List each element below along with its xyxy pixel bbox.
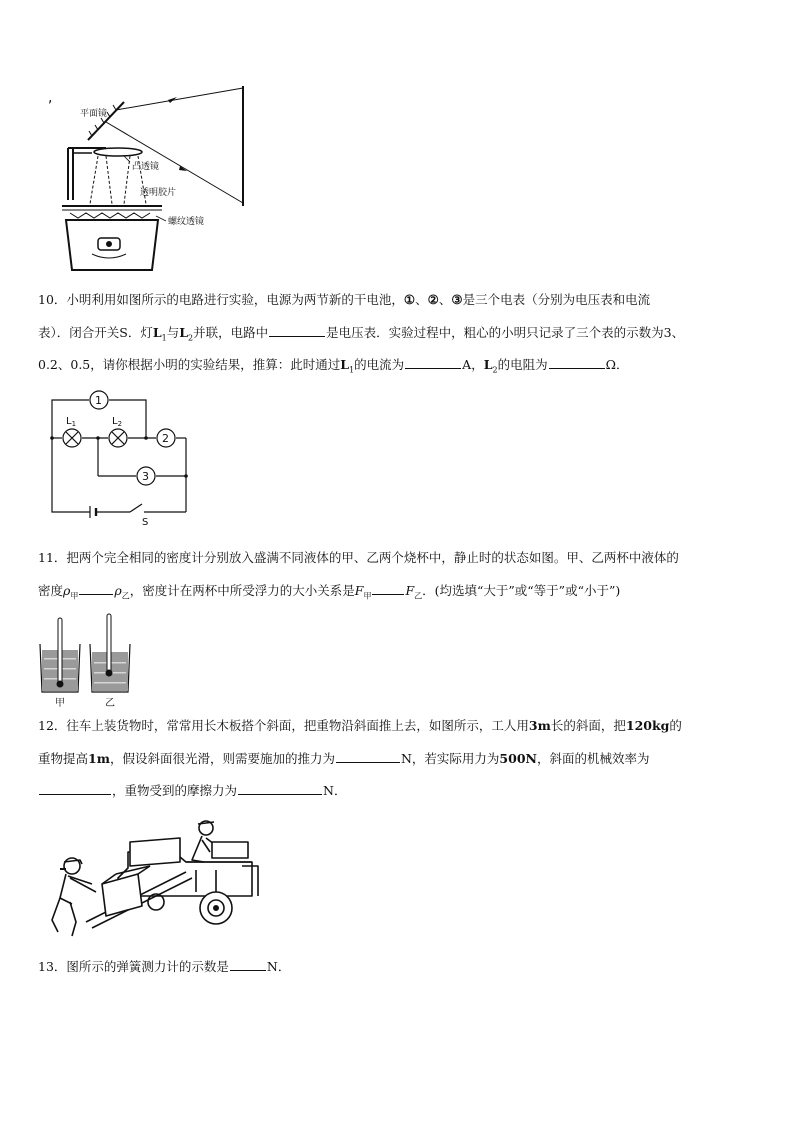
question-number: 11．	[38, 550, 67, 565]
q12-text: ，斜面的机械效率为	[536, 751, 650, 766]
q10-text: Ω．	[605, 357, 629, 372]
q12-value: 120kg	[625, 718, 670, 733]
answer-blank[interactable]	[269, 322, 325, 337]
q10-text: 的电阻为	[497, 357, 548, 372]
incline-loading-illustration	[46, 812, 262, 944]
q10-line-3	[38, 354, 756, 381]
subscript: 2	[188, 333, 194, 343]
subscript: 2	[492, 365, 498, 375]
answer-blank[interactable]	[39, 780, 111, 795]
q12-line-3	[38, 780, 756, 801]
answer-blank[interactable]	[372, 580, 404, 595]
q11-line-2	[38, 580, 756, 607]
q13-text: 图所示的弹簧测力计的示数是	[66, 959, 229, 974]
meter-1-label: 1	[95, 394, 102, 407]
q11-text: ，密度计在两杯中所受浮力的大小关系是	[129, 583, 355, 598]
projector-diagram	[40, 82, 250, 274]
q10-text: 、	[415, 292, 428, 307]
answer-blank[interactable]	[79, 580, 113, 595]
q12-text: ，重物受到的摩擦力为	[112, 783, 238, 798]
mirror-label: 平面镜	[80, 109, 108, 119]
q10-text: 并联，电路中	[193, 325, 269, 340]
answer-blank[interactable]	[549, 354, 605, 369]
subscript: 1	[161, 333, 167, 343]
force-symbol: F	[354, 583, 364, 598]
q10-text: 的电流为	[354, 357, 405, 372]
meter-2-ref: ②	[427, 292, 439, 307]
q12-line-1	[38, 716, 756, 736]
svg-text:,: ,	[48, 90, 53, 106]
answer-blank[interactable]	[238, 780, 322, 795]
q12-text: 的	[669, 718, 682, 733]
answer-blank[interactable]	[230, 956, 266, 971]
q12-text: 往车上装货物时，常常用长木板搭个斜面，把重物沿斜面推上去，如图所示，工人用	[66, 718, 529, 733]
force-symbol: F	[405, 583, 415, 598]
q10-text: 是电压表．实验过程中，粗心的小明只记录了三个表的示数为3、	[326, 325, 685, 340]
lamp-symbol: L	[179, 325, 189, 340]
q12-text: 重物提高	[38, 751, 89, 766]
film-label: 透明胶片	[140, 188, 177, 198]
rho-symbol: ρ	[63, 583, 71, 598]
fresnel-label: 螺纹透镜	[168, 217, 205, 227]
beaker-yi-label: 乙	[105, 698, 115, 709]
lamp-symbol: L	[152, 325, 162, 340]
lamp-symbol: L	[340, 357, 350, 372]
circuit-diagram	[48, 388, 194, 526]
q10-text: 小明利用如图所示的电路进行实验，电源为两节新的干电池，	[66, 292, 404, 307]
q12-text: 长的斜面，把	[550, 718, 626, 733]
meter-1-ref: ①	[403, 292, 416, 307]
question-number: 13．	[38, 959, 67, 974]
subscript: 乙	[121, 591, 130, 601]
q10-line-1	[38, 290, 756, 310]
switch-label: S	[142, 517, 149, 526]
q13-text: N．	[266, 959, 291, 974]
subscript: 甲	[70, 591, 79, 601]
q10-text: 0.2、0.5，请你根据小明的实验结果，推算：此时通过	[38, 357, 341, 372]
question-number: 10．	[38, 292, 67, 307]
q13-line-1	[38, 956, 756, 977]
answer-blank[interactable]	[336, 748, 400, 763]
beakers-diagram	[36, 612, 136, 710]
q10-line-2	[38, 322, 756, 349]
lamp-2-label: $L_2$	[112, 416, 123, 428]
q11-text: ．(均选填“大于”或“等于”或“小于”)	[422, 583, 621, 598]
q12-value: 500N	[499, 751, 537, 766]
q12-value: 3m	[528, 718, 551, 733]
q10-text: 表）．闭合开关S．灯	[38, 325, 153, 340]
q12-line-2	[38, 748, 756, 769]
q10-text: 是三个电表（分别为电压表和电流	[462, 292, 651, 307]
q12-text: N，若实际用力为	[400, 751, 500, 766]
q10-text: 与	[166, 325, 180, 340]
subscript: 甲	[363, 591, 372, 601]
rho-symbol: ρ	[114, 583, 122, 598]
meter-2-label: 2	[162, 432, 169, 445]
q12-value: 1m	[88, 751, 110, 766]
q10-text: A，	[462, 357, 484, 372]
beaker-jia-label: 甲	[55, 698, 65, 709]
lamp-symbol: L	[483, 357, 493, 372]
q12-text: ，假设斜面很光滑，则需要施加的推力为	[109, 751, 335, 766]
q11-text: 密度	[38, 583, 64, 598]
q12-text: N．	[323, 783, 347, 798]
lamp-1-label: $L_1$	[66, 416, 77, 428]
q10-text: 、	[438, 292, 452, 307]
question-number: 12．	[38, 718, 67, 733]
meter-3-label: 3	[142, 470, 149, 483]
meter-3-ref: ③	[451, 292, 463, 307]
lens-label: 凸透镜	[132, 162, 160, 172]
subscript: 1	[349, 365, 355, 375]
q11-text: 把两个完全相同的密度计分别放入盛满不同液体的甲、乙两个烧杯中，静止时的状态如图。甲、乙两杯中液体的	[66, 550, 679, 565]
q11-line-1	[38, 548, 756, 568]
answer-blank[interactable]	[405, 354, 461, 369]
subscript: 乙	[414, 591, 423, 601]
